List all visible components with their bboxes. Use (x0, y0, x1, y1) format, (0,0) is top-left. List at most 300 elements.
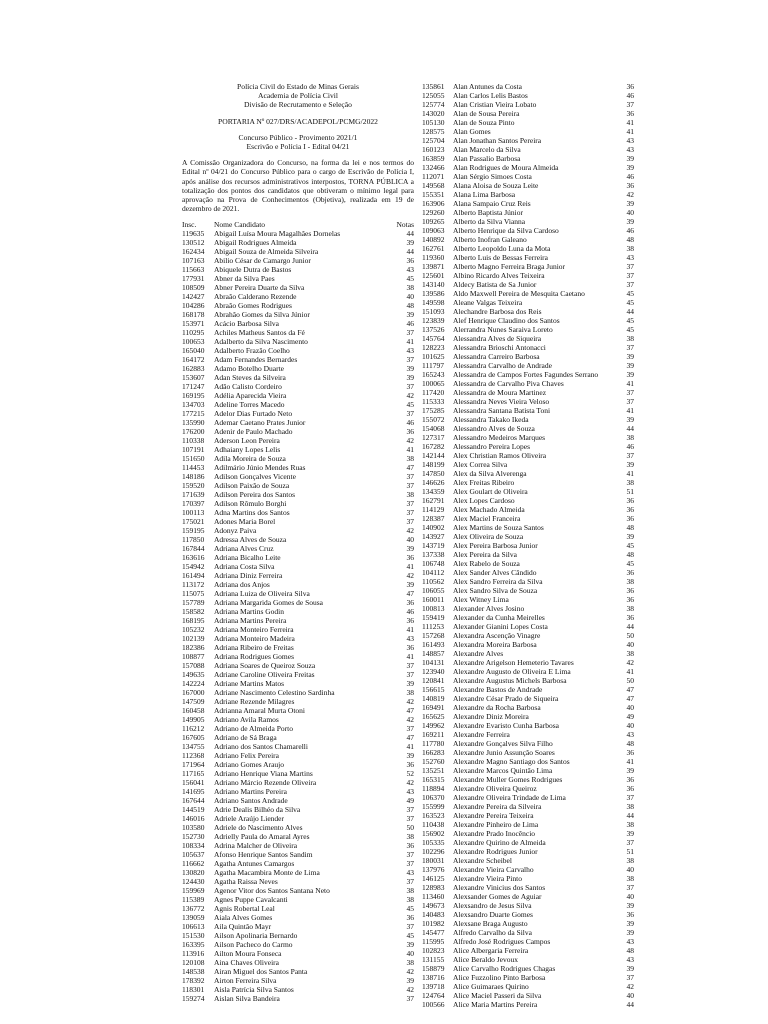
candidate-name: Adriane Rezende Milagres (214, 697, 295, 707)
candidate-name: Alberto Luis de Bessas Ferreira (453, 253, 548, 262)
candidate-insc: 102823 (422, 946, 445, 955)
candidate-score: 42 (406, 436, 414, 446)
table-row (422, 847, 634, 856)
table-row (422, 757, 634, 766)
candidate-insc: 138716 (422, 973, 445, 982)
table-row (422, 865, 634, 874)
table-row (182, 625, 414, 634)
candidate-score: 40 (626, 892, 634, 901)
candidate-score: 45 (626, 559, 634, 568)
table-row (422, 442, 634, 451)
candidate-name: Aina Chaves Oliveira (214, 958, 279, 968)
table-row (422, 181, 634, 190)
candidate-name: Alberto Magno Ferreira Braga Junior (453, 262, 566, 271)
candidate-insc: 119635 (182, 229, 205, 239)
candidate-insc: 171639 (182, 490, 205, 500)
candidate-insc: 182386 (182, 643, 205, 653)
candidate-name: Alexandre Oliveira Queiroz (453, 784, 537, 793)
intro-paragraph: A Comissão Organizadora do Concurso, na forma da lei e nos termos do Edital nº 04/21 do Concurso Público para o cargo de Escrivão de Polícia I, após análise dos recursos administrativos interpostos, TORNA PÚBLICA a totalização dos pontos dos candidatos que obtiveram o mínimo legal para aprovação na Prova de Conhecimentos (Objetiva), realizada em 19 de dezembro de 2021. (182, 158, 414, 214)
candidate-name: Adrielly Paula do Amaral Ayres (214, 832, 310, 842)
candidate-name: Alan Jonathan Santos Pereira (453, 136, 542, 145)
candidate-insc: 160123 (422, 145, 445, 154)
candidate-insc: 149598 (422, 298, 445, 307)
candidate-score: 47 (406, 589, 414, 599)
table-row (182, 958, 414, 967)
candidate-name: Alice Carvalho Rodrigues Chagas (453, 964, 556, 973)
candidate-name: Adriana Soares de Queiroz Souza (214, 661, 316, 671)
candidate-insc: 115389 (182, 895, 205, 905)
candidate-insc: 149905 (182, 715, 205, 725)
table-row (182, 670, 414, 679)
table-row (422, 595, 634, 604)
candidate-insc: 163859 (422, 154, 445, 163)
table-row (182, 337, 414, 346)
table-row (182, 553, 414, 562)
candidate-name: Agatha Raissa Neves (214, 877, 278, 887)
candidate-insc: 128983 (422, 883, 445, 892)
candidate-score: 36 (626, 586, 634, 595)
candidate-score: 40 (406, 535, 414, 545)
table-row (422, 271, 634, 280)
candidate-score: 42 (406, 715, 414, 725)
table-row (422, 514, 634, 523)
candidate-name: Alexandre Muller Gomes Rodrigues (453, 775, 563, 784)
candidate-score: 39 (626, 352, 634, 361)
candidate-score: 44 (626, 1000, 634, 1009)
candidate-insc: 148857 (422, 649, 445, 658)
table-row (422, 640, 634, 649)
candidate-score: 36 (626, 505, 634, 514)
candidate-insc: 110562 (422, 577, 445, 586)
table-row (182, 364, 414, 373)
table-row (182, 814, 414, 823)
candidate-insc: 117850 (182, 535, 205, 545)
candidate-score: 43 (626, 955, 634, 964)
candidate-name: Alan Cristian Vieira Lobato (453, 100, 537, 109)
candidate-insc: 145764 (422, 334, 445, 343)
candidate-insc: 132466 (422, 163, 445, 172)
candidate-insc: 165243 (422, 370, 445, 379)
candidate-score: 41 (626, 469, 634, 478)
table-row (182, 985, 414, 994)
table-row (422, 316, 634, 325)
candidate-name: Alana Sampaio Cruz Reis (453, 199, 531, 208)
candidate-name: Adam Fernandes Bernardes (214, 355, 298, 365)
table-row (182, 292, 414, 301)
candidate-score: 36 (406, 760, 414, 770)
candidate-score: 40 (626, 640, 634, 649)
candidate-name: Adamo Botelho Duarte (214, 364, 284, 374)
table-row (422, 352, 634, 361)
candidate-name: Alan Antunes da Costa (453, 82, 522, 91)
table-row (422, 613, 634, 622)
candidate-score: 51 (626, 847, 634, 856)
candidate-insc: 165315 (422, 775, 445, 784)
table-row (182, 472, 414, 481)
candidate-name: Abner Pereira Duarte da Silva (214, 283, 305, 293)
header-academy: Academia de Polícia Civil (258, 91, 338, 101)
candidate-name: Alexandre Arigelson Hemeterio Tavares (453, 658, 574, 667)
candidate-score: 37 (626, 262, 634, 271)
candidate-score: 42 (626, 982, 634, 991)
candidate-name: Aislan Silva Bandeira (214, 994, 280, 1004)
candidate-name: Alexandra Moreira Barbosa (453, 640, 537, 649)
candidate-name: Alexandre Alves (453, 649, 504, 658)
candidate-score: 37 (406, 508, 414, 518)
candidate-insc: 155999 (422, 802, 445, 811)
candidate-name: Alexandre Augustus Michels Barbosa (453, 676, 567, 685)
candidate-score: 39 (626, 919, 634, 928)
candidate-score: 39 (626, 532, 634, 541)
candidate-insc: 134703 (182, 400, 205, 410)
document-header (182, 82, 414, 151)
candidate-score: 37 (406, 499, 414, 509)
candidate-insc: 104112 (422, 568, 445, 577)
table-row (422, 559, 634, 568)
candidate-name: Adilson Gonçalves Vicente (214, 472, 296, 482)
candidate-insc: 102139 (182, 634, 205, 644)
candidate-insc: 162434 (182, 247, 205, 257)
table-row (182, 580, 414, 589)
candidate-score: 41 (626, 127, 634, 136)
candidate-score: 41 (626, 406, 634, 415)
candidate-name: Aldecy Batista de Sa Junior (453, 280, 537, 289)
candidate-score: 36 (406, 427, 414, 437)
candidate-insc: 137976 (422, 865, 445, 874)
candidate-score: 46 (406, 418, 414, 428)
candidate-name: Alessandra Takako Ikeda (453, 415, 529, 424)
candidate-score: 39 (626, 460, 634, 469)
table-row (422, 964, 634, 973)
candidate-score: 43 (626, 145, 634, 154)
candidate-insc: 129260 (422, 208, 445, 217)
candidate-name: Adalberto Frazão Coelho (214, 346, 290, 356)
candidate-name: Abigail Rodrigues Almeida (214, 238, 297, 248)
candidate-name: Alexandre Gonçalves Silva Filho (453, 739, 553, 748)
table-row (182, 850, 414, 859)
candidate-insc: 153607 (182, 373, 205, 383)
candidate-name: Adriane Martins Matos (214, 679, 284, 689)
table-row (182, 544, 414, 553)
table-row (182, 760, 414, 769)
table-row (422, 388, 634, 397)
candidate-insc: 169491 (422, 703, 445, 712)
table-row (422, 874, 634, 883)
candidate-insc: 130820 (182, 868, 205, 878)
table-row (422, 883, 634, 892)
candidate-name: Adriane Caroline Oliveira Freitas (214, 670, 315, 680)
candidate-name: Alexandre Rodrigues Junior (453, 847, 538, 856)
candidate-score: 40 (406, 292, 414, 302)
candidate-insc: 163616 (182, 553, 205, 563)
table-row (182, 751, 414, 760)
candidate-name: Adriana dos Anjos (214, 580, 270, 590)
candidate-name: Alan Gomes (453, 127, 491, 136)
candidate-insc: 114453 (182, 463, 205, 473)
candidate-score: 37 (406, 805, 414, 815)
candidate-insc: 128223 (422, 343, 445, 352)
candidate-score: 36 (406, 643, 414, 653)
candidate-score: 36 (626, 514, 634, 523)
candidate-score: 36 (406, 256, 414, 266)
table-row (422, 1000, 634, 1009)
candidate-insc: 147509 (182, 697, 205, 707)
candidate-score: 42 (406, 985, 414, 995)
candidate-insc: 128387 (422, 514, 445, 523)
candidate-insc: 118894 (422, 784, 445, 793)
candidate-score: 48 (626, 739, 634, 748)
candidate-insc: 167644 (182, 796, 205, 806)
candidate-insc: 142224 (182, 679, 205, 689)
table-row (182, 859, 414, 868)
candidate-name: Alessandra Alves de Siqueira (453, 334, 542, 343)
candidate-score: 38 (626, 433, 634, 442)
table-row (422, 91, 634, 100)
candidate-name: Alessandra Neves Vieira Veloso (453, 397, 550, 406)
candidate-insc: 169211 (422, 730, 445, 739)
table-row (422, 946, 634, 955)
candidate-name: Alef Henrique Claudino dos Santos (453, 316, 560, 325)
candidate-insc: 167000 (182, 688, 205, 698)
candidate-score: 37 (406, 922, 414, 932)
candidate-name: Alex Sandro Silva de Souza (453, 586, 538, 595)
candidate-name: Agnes Puppe Cavalcanti (214, 895, 288, 905)
candidate-insc: 164172 (182, 355, 205, 365)
table-row (422, 586, 634, 595)
candidate-score: 40 (626, 703, 634, 712)
table-row (182, 328, 414, 337)
table-row (182, 679, 414, 688)
candidate-name: Aila Quintão Mayr (214, 922, 272, 932)
candidate-name: Alice Albergaria Ferreira (453, 946, 529, 955)
candidate-name: Aleane Valgas Teixeira (453, 298, 523, 307)
candidate-name: Adriana Bicalho Leite (214, 553, 281, 563)
candidate-insc: 166283 (422, 748, 445, 757)
candidate-insc: 171964 (182, 760, 205, 770)
candidate-score: 40 (626, 208, 634, 217)
candidate-score: 41 (406, 742, 414, 752)
candidate-score: 50 (626, 631, 634, 640)
table-row (182, 265, 414, 274)
candidate-score: 39 (406, 373, 414, 383)
candidate-insc: 137338 (422, 550, 445, 559)
candidate-score: 41 (626, 118, 634, 127)
candidate-insc: 125774 (422, 100, 445, 109)
table-row (422, 379, 634, 388)
candidate-score: 40 (406, 949, 414, 959)
candidate-score: 36 (626, 748, 634, 757)
candidate-score: 37 (406, 661, 414, 671)
candidate-insc: 139586 (422, 289, 445, 298)
candidate-score: 45 (626, 541, 634, 550)
candidate-name: Alexandre Vieira Pinto (453, 874, 522, 883)
candidate-name: Adriano dos Santos Chamarelli (214, 742, 308, 752)
candidate-score: 45 (626, 316, 634, 325)
candidate-name: Adélia Aparecida Vieira (214, 391, 287, 401)
candidate-insc: 155072 (422, 415, 445, 424)
candidate-insc: 156902 (422, 829, 445, 838)
candidate-name: Abiquele Dutra de Bastos (214, 265, 292, 275)
candidate-insc: 148538 (182, 967, 205, 977)
candidate-insc: 119360 (422, 253, 445, 262)
candidate-score: 48 (626, 523, 634, 532)
candidate-name: Alexandre Ferreira (453, 730, 510, 739)
candidate-insc: 158582 (182, 607, 205, 617)
portaria-title: PORTARIA Nº 027/DRS/ACADEPOL/PCMG/2022 (218, 116, 378, 126)
candidate-insc: 161494 (182, 571, 205, 581)
candidate-name: Abrahão Gomes da Silva Júnior (214, 310, 310, 320)
candidate-score: 43 (406, 265, 414, 275)
candidate-score: 37 (406, 409, 414, 419)
candidate-name: Alan Carlos Lelis Bastos (453, 91, 528, 100)
candidate-insc: 160011 (422, 595, 445, 604)
candidate-insc: 102296 (422, 847, 445, 856)
table-row (422, 163, 634, 172)
candidate-name: Adenir de Paulo Machado (214, 427, 293, 437)
table-row (422, 217, 634, 226)
candidate-score: 39 (626, 199, 634, 208)
table-row (182, 922, 414, 931)
candidate-score: 48 (406, 301, 414, 311)
candidate-score: 37 (406, 481, 414, 491)
table-row (182, 499, 414, 508)
candidate-score: 48 (626, 235, 634, 244)
candidate-name: Adalberto da Silva Nascimento (214, 337, 308, 347)
candidate-name: Alexander da Cunha Meirelles (453, 613, 545, 622)
candidate-score: 42 (626, 190, 634, 199)
candidate-name: Adriano Márcio Rezende Oliveira (214, 778, 317, 788)
candidate-score: 45 (626, 289, 634, 298)
table-row (422, 361, 634, 370)
table-row (182, 400, 414, 409)
candidate-name: Alice Maciel Passeri da Silva (453, 991, 542, 1000)
header-insc: Insc. (182, 220, 197, 230)
candidate-name: Alexandre Diniz Moreira (453, 712, 529, 721)
table-row (422, 118, 634, 127)
candidate-insc: 156615 (422, 685, 445, 694)
table-row (422, 649, 634, 658)
candidate-insc: 113460 (422, 892, 445, 901)
candidate-score: 45 (626, 298, 634, 307)
table-row (422, 172, 634, 181)
candidate-score: 37 (626, 451, 634, 460)
candidate-insc: 124764 (422, 991, 445, 1000)
candidate-name: Adão Calisto Cordeiro (214, 382, 282, 392)
candidate-name: Alexandre Vieira Carvalho (453, 865, 534, 874)
candidate-name: Alexandra Ascenção Vinagre (453, 631, 541, 640)
candidate-score: 45 (406, 274, 414, 284)
table-row (182, 895, 414, 904)
candidate-score: 37 (406, 355, 414, 365)
table-row (182, 904, 414, 913)
candidate-name: Alexandre Quirino de Almeida (453, 838, 546, 847)
candidate-insc: 177215 (182, 409, 205, 419)
table-row (182, 490, 414, 499)
candidate-name: Abraão Gomes Rodrigues (214, 301, 292, 311)
table-row (422, 334, 634, 343)
candidate-name: Adriana Martins Pereira (214, 616, 287, 626)
candidate-score: 47 (406, 706, 414, 716)
candidate-insc: 145477 (422, 928, 445, 937)
candidate-name: Adriano Avila Ramos (214, 715, 279, 725)
candidate-name: Adrie Dealis Bilhéo da Silva (214, 805, 301, 815)
candidate-insc: 117780 (422, 739, 445, 748)
candidate-insc: 107163 (182, 256, 205, 266)
candidate-score: 41 (406, 652, 414, 662)
table-row (182, 274, 414, 283)
candidate-insc: 113172 (182, 580, 205, 590)
candidate-name: Alex Christian Ramos Oliveira (453, 451, 547, 460)
candidate-name: Abigail Souza de Almeida Silveira (214, 247, 319, 257)
table-row (422, 982, 634, 991)
table-row (182, 652, 414, 661)
candidate-insc: 152730 (182, 832, 205, 842)
candidate-insc: 108334 (182, 841, 205, 851)
candidate-insc: 140483 (422, 910, 445, 919)
candidate-insc: 134755 (182, 742, 205, 752)
candidate-insc: 108509 (182, 283, 205, 293)
candidate-insc: 140892 (422, 235, 445, 244)
table-row (182, 976, 414, 985)
candidate-score: 41 (626, 667, 634, 676)
candidate-insc: 125601 (422, 271, 445, 280)
candidate-name: Aldo Maxwell Pereira de Mesquita Caetano (453, 289, 585, 298)
table-row (422, 433, 634, 442)
candidate-name: Alexandre Pinheiro de Lima (453, 820, 539, 829)
candidate-insc: 159419 (422, 613, 445, 622)
candidate-insc: 135861 (422, 82, 445, 91)
candidate-insc: 100113 (182, 508, 205, 518)
candidate-name: Alexandre Augusto de Oliveira E Lima (453, 667, 571, 676)
candidate-score: 43 (406, 787, 414, 797)
candidate-insc: 115995 (422, 937, 445, 946)
candidate-name: Adna Martins dos Santos (214, 508, 290, 518)
table-row (182, 805, 414, 814)
table-row (182, 382, 414, 391)
candidate-name: Alexander Alves Josino (453, 604, 525, 613)
table-row (422, 523, 634, 532)
table-row (182, 463, 414, 472)
candidate-insc: 106748 (422, 559, 445, 568)
candidate-name: Adriana Alves Cruz (214, 544, 274, 554)
table-row (182, 724, 414, 733)
candidate-name: Ailton Moura Fonseca (214, 949, 282, 959)
candidate-name: Alessandra Santana Batista Toni (453, 406, 551, 415)
candidate-insc: 115075 (182, 589, 205, 599)
candidate-score: 36 (406, 913, 414, 923)
candidate-score: 39 (626, 415, 634, 424)
table-row (422, 631, 634, 640)
candidate-insc: 148199 (422, 460, 445, 469)
candidate-name: Alexsander Gomes de Aguiar (453, 892, 542, 901)
table-row (422, 685, 634, 694)
candidate-score: 42 (406, 967, 414, 977)
table-row (182, 517, 414, 526)
candidate-insc: 123940 (422, 667, 445, 676)
table-row (182, 589, 414, 598)
table-row (422, 460, 634, 469)
table-row (422, 406, 634, 415)
candidate-score: 37 (406, 670, 414, 680)
candidate-insc: 109265 (422, 217, 445, 226)
candidate-insc: 146016 (182, 814, 205, 824)
candidate-name: Adilmário Júnio Mendes Ruas (214, 463, 306, 473)
table-row (182, 454, 414, 463)
table-row (182, 481, 414, 490)
candidate-score: 46 (406, 607, 414, 617)
candidate-name: Alessandro Alves de Souza (453, 424, 535, 433)
table-row (422, 145, 634, 154)
